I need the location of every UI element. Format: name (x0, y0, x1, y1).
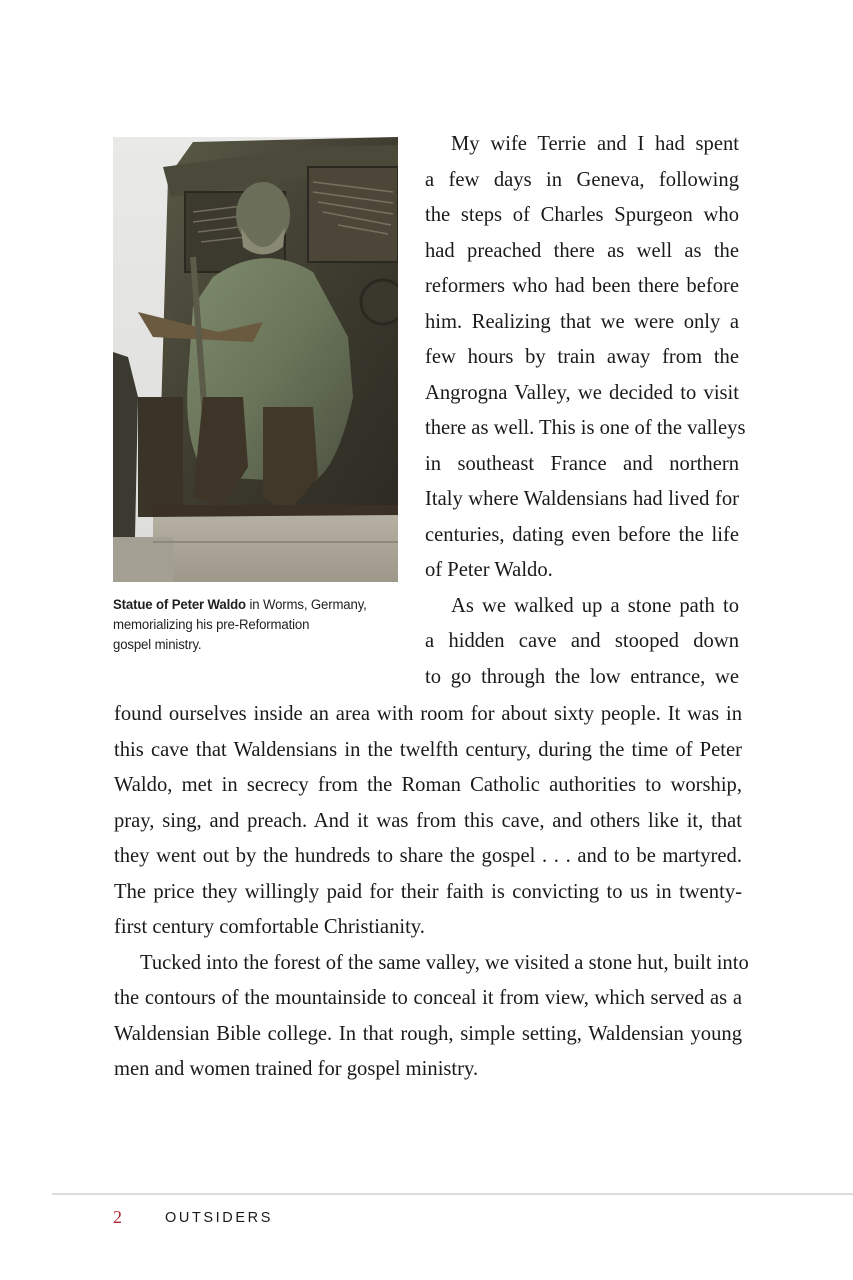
text-line: there as well. This is one of the valleys (425, 417, 746, 439)
text-line: men and women trained for gospel ministry. (114, 1058, 479, 1080)
statue-photo (113, 137, 398, 582)
text-line: My wife Terrie and I had spent (451, 133, 739, 155)
text-line: Angrogna Valley, we decided to visit (425, 381, 739, 404)
text-line: to go through the low entrance, we (425, 665, 739, 688)
text-line: this cave that Waldensians in the twelfth century, during the time of Peter (114, 738, 742, 761)
footer-rule (52, 1193, 853, 1195)
text-line: him. Realizing that we were only a (425, 310, 739, 333)
text-line: centuries, dating even before the life (425, 523, 739, 546)
caption-text: gospel ministry. (113, 637, 202, 653)
text-line: Waldensian Bible college. In that rough, simple setting, Waldensian young (114, 1022, 742, 1045)
text-line: a few days in Geneva, following (425, 168, 739, 191)
text-line: Tucked into the forest of the same valley, we visited a stone hut, built into (140, 951, 749, 974)
text-line: had preached there as well as the (425, 239, 739, 262)
text-line: a hidden cave and stooped down (425, 630, 739, 652)
caption-text: memorializing his pre-Reformation (113, 617, 310, 633)
running-head: OUTSIDERS (165, 1210, 273, 1226)
figure (113, 137, 399, 655)
text-line: Waldo, met in secrecy from the Roman Catholic authorities to worship, (114, 774, 742, 796)
text-line: they went out by the hundreds to share the gospel . . . and to be martyred. (114, 845, 742, 867)
text-line: of Peter Waldo. (425, 559, 553, 581)
caption-title: Statue of Peter Waldo (113, 597, 246, 613)
text-line: As we walked up a stone path to (451, 594, 739, 617)
text-line: first century comfortable Christianity. (114, 916, 425, 938)
text-line: in southeast France and northern (425, 452, 739, 475)
page-number: 2 (113, 1207, 122, 1227)
text-line: reformers who had been there before (425, 275, 739, 297)
text-line: few hours by train away from the (425, 346, 739, 368)
body-text-full-width (114, 697, 749, 1088)
body-text-right-column (425, 127, 746, 695)
text-line: Italy where Waldensians had lived for (425, 488, 739, 510)
text-line: found ourselves inside an area with room for about sixty people. It was in (114, 703, 742, 725)
figure-caption (113, 595, 401, 655)
caption-text: in Worms, Germany, (245, 597, 367, 613)
text-line: the contours of the mountainside to conceal it from view, which served as a (114, 987, 742, 1009)
text-line: the steps of Charles Spurgeon who (425, 204, 739, 226)
text-line: The price they willingly paid for their faith is convicting to us in twenty- (114, 880, 742, 903)
text-line: pray, sing, and preach. And it was from this cave, and others like it, that (114, 809, 742, 832)
